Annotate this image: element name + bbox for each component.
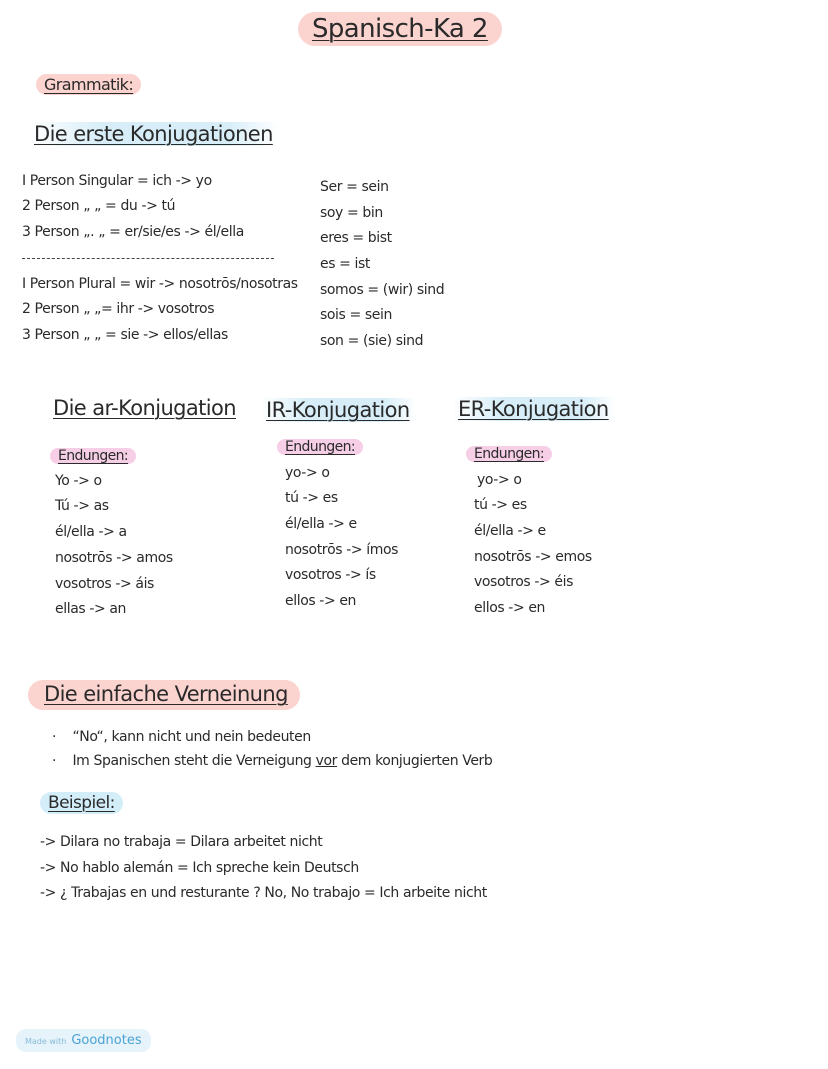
er-item: yo-> o <box>477 472 522 488</box>
ser-line: soy = bin <box>320 205 383 221</box>
bullet-text: dem konjugierten Verb <box>337 753 493 769</box>
ar-item: Tú -> as <box>55 498 109 514</box>
ar-item: él/ella -> a <box>55 524 127 540</box>
ser-line: Ser = sein <box>320 179 389 195</box>
ser-line: sois = sein <box>320 307 392 323</box>
er-heading: ER-Konjugation <box>452 397 615 421</box>
grammatik-label: Grammatik: <box>36 74 141 95</box>
person-line: 3 Person „. „ = er/sie/es -> él/ella <box>22 224 244 240</box>
ir-item: yo-> o <box>285 465 330 481</box>
ser-line: eres = bist <box>320 230 392 246</box>
ser-line: son = (sie) sind <box>320 333 424 349</box>
bullet-2 <box>52 753 492 769</box>
ser-line: somos = (wir) sind <box>320 282 445 298</box>
ar-item: ellas -> an <box>55 601 127 617</box>
ir-heading: IR-Konjugation <box>260 398 416 422</box>
bullet-dot: · <box>52 729 57 745</box>
er-item: nosotrōs -> emos <box>474 549 592 565</box>
er-item: vosotros -> éis <box>474 574 573 590</box>
ir-item: ellos -> en <box>285 593 357 609</box>
ar-endungen-label: Endungen: <box>50 448 136 464</box>
ar-item: nosotrōs -> amos <box>55 550 173 566</box>
ar-item: vosotros -> áis <box>55 576 154 592</box>
ir-item: vosotros -> ís <box>285 567 376 583</box>
bullet-1 <box>52 729 311 745</box>
person-line: I Person Plural = wir -> nosotrōs/nosotras <box>22 276 298 292</box>
divider <box>22 258 274 259</box>
goodnotes-badge <box>16 1029 151 1052</box>
bullet-dot: · <box>52 753 57 769</box>
page-title: Spanisch-Ka 2 <box>298 12 502 46</box>
er-item: ellos -> en <box>474 600 546 616</box>
person-line: 3 Person „ „ = sie -> ellos/ellas <box>22 327 228 343</box>
bullet-text: Im Spanischen steht die Verneigung <box>72 753 316 769</box>
ir-endungen-label: Endungen: <box>277 439 363 455</box>
ser-line: es = ist <box>320 256 371 272</box>
example-line: -> No hablo alemán = Ich spreche kein Deutsch <box>40 860 359 876</box>
er-endungen-label: Endungen: <box>466 446 552 462</box>
er-item: tú -> es <box>474 497 527 513</box>
ar-item: Yo -> o <box>55 473 102 489</box>
person-line: 2 Person „ „ = du -> tú <box>22 198 176 214</box>
made-with-text: Made with <box>25 1037 67 1046</box>
person-line: I Person Singular = ich -> yo <box>22 173 212 189</box>
example-label: Beispiel: <box>40 792 123 814</box>
goodnotes-logo: Goodnotes <box>71 1033 142 1048</box>
ir-item: él/ella -> e <box>285 516 357 532</box>
bullet-underlined: vor <box>315 753 338 769</box>
person-line: 2 Person „ „= ihr -> vosotros <box>22 301 215 317</box>
negation-heading: Die einfache Verneinung <box>28 680 300 710</box>
er-item: él/ella -> e <box>474 523 546 539</box>
example-line: -> ¿ Trabajas en und resturante ? No, No trabajo = Ich arbeite nicht <box>40 885 487 901</box>
ir-item: nosotrōs -> ímos <box>285 542 399 558</box>
section-heading-konjugationen: Die erste Konjugationen <box>28 122 279 146</box>
ir-item: tú -> es <box>285 490 338 506</box>
ar-heading: Die ar-Konjugation <box>53 396 236 420</box>
bullet-text: “No“, kann nicht und nein bedeuten <box>72 729 311 745</box>
example-line: -> Dilara no trabaja = Dilara arbeitet nicht <box>40 834 323 850</box>
